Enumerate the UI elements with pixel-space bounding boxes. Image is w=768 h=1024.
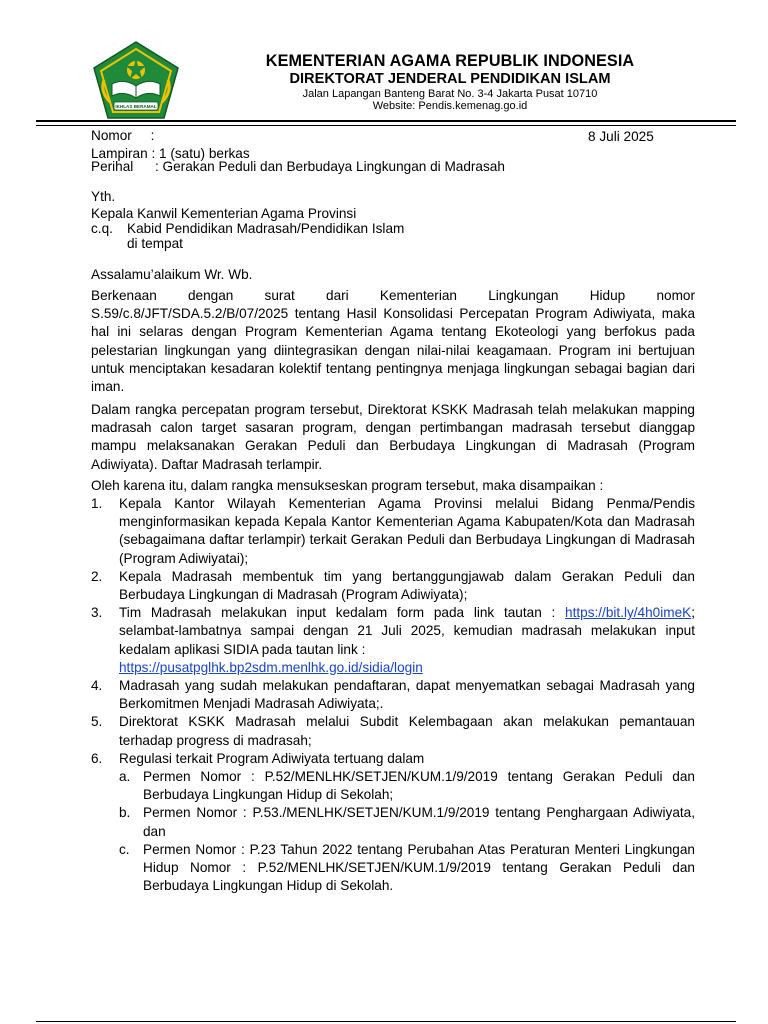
nomor-line: Nomor : [91, 128, 155, 143]
regulation-sublist [119, 768, 695, 895]
sublist-item: a. Permen Nomor : P.52/MENLHK/SETJEN/KUM.1/9/2019 tentang Gerakan Peduli dan Berbudaya Lingkungan Hidup di Sekolah; [119, 769, 695, 803]
letter-date: 8 Juli 2025 [588, 129, 654, 144]
header-rule-thick [36, 120, 736, 122]
paragraph-2: Dalam rangka percepatan program tersebut, Direktorat KSKK Madrasah telah melakukan mapping madrasah calon target sasaran program, dengan pertimbangan madrasah tersebut dianggap mampu melaksanakan Gerakan Peduli dan Berbudaya Lingkungan di Madrasah (Program Adiwiyata). Daftar Madrasah terlampir. [91, 402, 695, 472]
directorate-title: DIREKTORAT JENDERAL PENDIDIKAN ISLAM [289, 71, 611, 87]
greeting: Assalamu’alaikum Wr. Wb. [91, 267, 253, 282]
cq-label: c.q. [91, 221, 113, 236]
paragraph-1: Berkenaan dengan surat dari Kementerian Lingkungan Hidup nomor S.59/c.8/JFT/SDA.5.2/B/07/2025 tentang Hasil Konsolidasi Percepatan Program Adiwiyata, maka hal ini selaras dengan Program Kementerian Agama tentang Ekoteologi yang berfokus pada pelestarian lingkungan yang diintegrasikan dengan nilai-nilai keagamaan. Program ini bertujuan untuk menciptakan kesadaran kolektif tentang pentingnya menjaga lingkungan sebagai bagian dari iman. [91, 288, 695, 395]
list-item: 6. Regulasi terkait Program Adiwiyata tertuang dalam a. Permen Nomor : P.52/MENLHK/SETJEN/KUM.1/9/2019 tentang Gerakan Peduli dan Berbudaya Lingkungan Hidup di Sekolah; b. Permen Nomor : P.53./MENLHK/SETJEN/KUM.1/9/2019 tentang Penghargaan Adiwiyata, dan c. Permen Nomor : P.23 Tahun 2022 tentang Perubahan Atas Peraturan Menteri Lingkungan Hidup Nomor : P.52/MENLHK/SETJEN/KUM.1/9/2019 tentang Gerakan Peduli dan Berbudaya Lingkungan Hidup di Sekolah. [91, 750, 695, 896]
list-item: 2. Kepala Madrasah membentuk tim yang bertanggungjawab dalam Gerakan Peduli dan Berbudaya Lingkungan di Madrasah (Program Adiwiyata); [91, 568, 695, 603]
kemenag-logo [90, 40, 182, 120]
perihal-label: Perihal [91, 159, 134, 174]
lampiran-line: Lampiran : 1 (satu) berkas [91, 146, 250, 161]
list-item: 1. Kepala Kantor Wilayah Kementerian Agama Provinsi melalui Bidang Penma/Pendis menginformasikan kepada Kepala Kantor Kementerian Agama Kabupaten/Kota dan Madrasah (sebagaimana daftar terlampir) terkait Gerakan Peduli dan Berbudaya Lingkungan di Madrasah (Program Adiwiyatai); [91, 496, 695, 566]
yth-line: Yth. [91, 189, 116, 204]
recipient-place: di tempat [127, 236, 183, 251]
website-line: Website: Pendis.kemenag.go.id [372, 100, 528, 112]
list-intro: Oleh karena itu, dalam rangka mensukseskan program tersebut, maka disampaikan : [91, 478, 604, 493]
instruction-list [91, 495, 695, 895]
list-item: 5. Direktorat KSKK Madrasah melalui Subdit Kelembagaan akan melakukan pemantauan terhadap progress di madrasah; [91, 714, 695, 748]
list-item: 4. Madrasah yang sudah melakukan pendaftaran, dapat menyematkan sebagai Madrasah yang Berkomitmen Menjadi Madrasah Adiwiyata;. [91, 678, 695, 712]
header-rule-thin [36, 125, 736, 126]
form-link[interactable]: https://bit.ly/4h0imeK [565, 605, 692, 621]
recipient-to: Kepala Kanwil Kementerian Agama Provinsi [91, 206, 357, 221]
logo-banner-text: IKHLAS BERAMAL [115, 104, 157, 110]
list-item: 3. Tim Madrasah melakukan input kedalam form pada link tautan : https://bit.ly/4h0imeK; selambat-lambatnya sampai dengan 21 Juli 2025, kemudian madrasah melakukan input kedalam aplikasi SIDIA pada tautan link : https://pusatpglhk.bp2sdm.menlhk.go.id/sidia/login [91, 605, 695, 675]
recipient-cq: Kabid Pendidikan Madrasah/Pendidikan Islam [127, 221, 405, 236]
address-line: Jalan Lapangan Banteng Barat No. 3-4 Jakarta Pusat 10710 [302, 88, 598, 100]
sublist-item: b. Permen Nomor : P.53./MENLHK/SETJEN/KUM.1/9/2019 tentang Penghargaan Adiwiyata, dan [119, 805, 695, 839]
sublist-item: c. Permen Nomor : P.23 Tahun 2022 tentang Perubahan Atas Peraturan Menteri Lingkungan Hidup Nomor : P.52/MENLHK/SETJEN/KUM.1/9/2019 tentang Gerakan Peduli dan Berbudaya Lingkungan Hidup di Sekolah. [119, 841, 695, 894]
footer-rule [36, 1021, 736, 1022]
perihal-text: : Gerakan Peduli dan Berbudaya Lingkungan di Madrasah [155, 159, 505, 174]
ministry-title: KEMENTERIAN AGAMA REPUBLIK INDONESIA [265, 52, 635, 70]
sidia-link[interactable]: https://pusatpglhk.bp2sdm.menlhk.go.id/sidia/login [119, 659, 423, 675]
